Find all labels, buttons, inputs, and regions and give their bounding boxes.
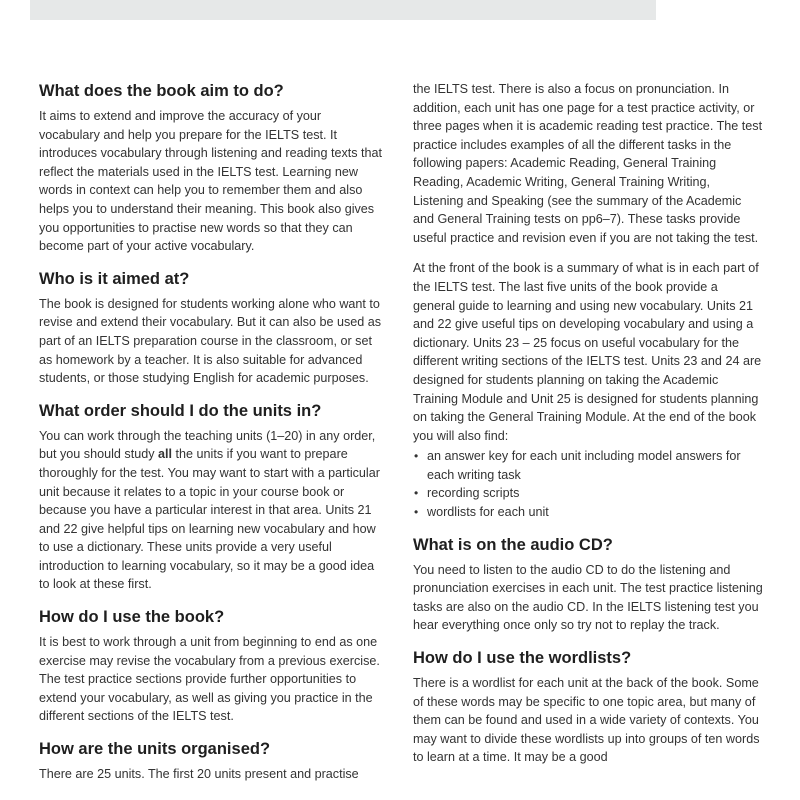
heading-audience: Who is it aimed at? xyxy=(39,269,190,288)
list-item xyxy=(413,447,763,484)
bullet-icon: • xyxy=(414,486,419,501)
left-column xyxy=(39,80,383,796)
list-item-text: wordlists for each unit xyxy=(427,505,549,520)
list-item xyxy=(413,503,763,522)
para-wordlists: There is a wordlist for each unit at the back of the book. Some of these words may be specific to one topic area, but many of them can be found and used in a wide variety of contexts. You may want to divide these wordlists up into groups of ten words to learn at a time. It may be a good xyxy=(413,676,760,765)
section-use xyxy=(39,606,383,726)
section-aim xyxy=(39,80,383,256)
right-column xyxy=(413,80,763,779)
section-order xyxy=(39,400,383,594)
para-order xyxy=(39,427,383,594)
section-audience xyxy=(39,268,383,388)
list-item-text: recording scripts xyxy=(427,486,520,501)
para-book-summary: At the front of the book is a summary of what is in each part of the IELTS test. The last five units of the book provide a general guide to learning and using new vocabulary. Units 21 and 22 give useful tips on developing vocabulary and using a dictionary. Units 23 – 25 focus on useful vocabulary for the different writing sections of the IELTS test. Units 23 and 24 are designed for students planning on taking the Academic Training Module and Unit 25 is designed for students planning on taking the General Training Module. At the end of the book you will also find: xyxy=(413,261,762,443)
bullet-icon: • xyxy=(414,505,419,520)
list-item xyxy=(413,484,763,503)
list-item-text: an answer key for each unit including model answers for each writing task xyxy=(427,449,741,482)
para-order-b: the units if you want to prepare thoroughly for the test. You may want to start with a particular unit because it relates to a topic in your course book or because you have a particular interest in that area. Units 21 and 22 give helpful tips on learning new vocabulary and how to use a dictionary. These units provide a very useful introduction to learning vocabulary, so it may be a good idea to look at these first. xyxy=(39,447,380,592)
section-wordlists xyxy=(413,647,763,767)
para-test-practice: the IELTS test. There is also a focus on pronunciation. In addition, each unit has one page for a test practice activity, or three pages when it is academic reading test practice. The test practice includes examples of all the different tasks in the following papers: Academic Reading, General Training Reading, Academic Writing, General Training Writing, Listening and Speaking (see the summary of the Academic and General Training tests on pp6–7). These tasks provide useful practice and revision even if you are not taking the test. xyxy=(413,82,763,245)
para-order-a: You can work through the teaching units (1–20) in any order, but you should study xyxy=(39,428,376,462)
section-audio-cd xyxy=(413,534,763,635)
para-organisation: There are 25 units. The first 20 units present and practise xyxy=(39,767,359,782)
heading-use: How do I use the book? xyxy=(39,608,225,627)
heading-wordlists: How do I use the wordlists? xyxy=(413,649,632,668)
section-organisation xyxy=(39,738,383,784)
heading-order: What order should I do the units in? xyxy=(39,401,322,420)
para-order-bold: all xyxy=(158,447,173,462)
heading-audio-cd: What is on the audio CD? xyxy=(413,535,613,554)
para-audience: The book is designed for students working alone who want to revise and extend their vocabulary. But it can also be used as part of an IELTS preparation course in the classroom, or set as homework by a teacher. It is also suitable for advanced students, or those studying English for academic purposes. xyxy=(39,296,382,386)
para-aim: It aims to extend and improve the accuracy of your vocabulary and help you prepare for the IELTS test. It introduces vocabulary through listening and reading texts that reflect the materials used in the IELTS test. Learning new words in context can help you to remember them and also helps you to understand their meaning. This book also gives you opportunities to practise new words so that they can become part of your active vocabulary. xyxy=(39,109,383,254)
heading-aim: What does the book aim to do? xyxy=(39,82,284,100)
para-audio-cd: You need to listen to the audio CD to do the listening and pronunciation exercises in each unit. The test practice listening tasks are also on the audio CD. In the IELTS listening test you hear everything once only so try not to replay the track. xyxy=(413,562,763,633)
para-use: It is best to work through a unit from beginning to end as one exercise may revise the vocabulary from a previous exercise. The test practice sections provide further opportunities to extend your vocabulary, as well as giving you practice in the different sections of the IELTS test. xyxy=(39,635,380,724)
heading-organisation: How are the units organised? xyxy=(39,740,271,759)
bullet-list xyxy=(413,447,763,521)
bullet-icon: • xyxy=(414,449,419,464)
header-band xyxy=(30,0,656,20)
